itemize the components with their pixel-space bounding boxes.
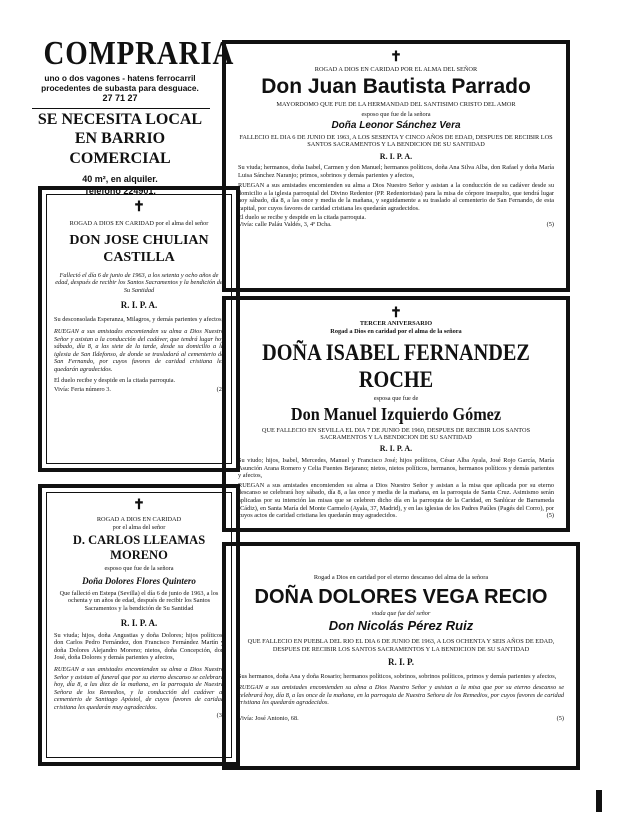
roche-name: DOÑA ISABEL FERNANDEZ ROCHE — [262, 340, 530, 393]
lleamas-ruegan: RUEGAN a sus amistades encomienden su alma a Dios Nuestro Señor y asistan al funeral que por su eterno descanso se celebrará hoy, día 8, a las diez de la mañana, en la parroquia de Nuestra Señora de los Remedios, y la conducción del cadáver al cementerio de Santiago Apóstol, de cuyos favores de caridad cristiana les quedarán muy agradecidos. — [54, 665, 224, 711]
parrado-wife: Doña Leonor Sánchez Vera — [331, 119, 461, 131]
roche-esposa: esposa que fue de — [373, 395, 419, 403]
lleamas-family: Su viuda; hijos, doña Angustias y doña Dolores; hijos políticos, don Carlos Pedro Fernández, don Francisco Fernández Martín y doña Dolores Alejandro Moreno; nietos, doña Concepción, don José, doña Dolores y demás parientes y afectos, — [54, 631, 224, 662]
obituary-chulian — [38, 186, 240, 472]
cross-icon: ✝ — [390, 49, 402, 65]
parrado-name: Don Juan Bautista Parrado — [261, 74, 531, 98]
vega-family: Sus hermanos, doña Ana y doña Rosario; hermanos políticos, sobrinos, sobrinos políticos, primos y demás parientes y afectos, — [238, 673, 557, 681]
page-edge-mark — [596, 790, 602, 812]
ad-compraria-title: COMPRARIA — [43, 35, 235, 72]
roche-ref: (5) — [546, 511, 554, 519]
ad-local-phone: Teléfono 224901. — [84, 186, 156, 196]
chulian-ruegan: RUEGAN a sus amistades encomienden su alma a Dios Nuestro Señor y asistan a la conducción del cadáver, que tendrá lugar hoy sábado, día 8, a las siete de la tarde, desde su domicilio a la iglesia de San Ildefonso, de donde se trasladará al cementerio de San Fernando, por cuyos favores de caridad cristiana les quedarán agradecidos. — [54, 327, 224, 373]
obituary-parrado — [222, 40, 570, 292]
cross-icon: ✝ — [133, 497, 145, 513]
ad-compraria-phone: 27 71 27 — [102, 93, 138, 103]
ad-divider — [32, 108, 210, 109]
chulian-name: DON JOSE CHULIAN CASTILLA — [69, 232, 209, 265]
parrado-title: MAYORDOMO QUE FUE DE LA HERMANDAD DEL SANTISIMO CRISTO DEL AMOR — [276, 100, 516, 108]
ad-local-line3: 40 m², en alquiler. — [82, 174, 158, 184]
lleamas-pray2: por el alma del señor — [112, 523, 166, 531]
roche-rip: R. I. P. A. — [379, 443, 413, 453]
ad-local — [30, 110, 210, 197]
parrado-esposo: esposo que fue de la señora — [361, 111, 431, 119]
parrado-duelo: El duelo se recibe y despide en la citada parroquia. — [238, 213, 366, 221]
parrado-address: Vivía: calle Paláu Valdés, 3, 4º Dcha. — [238, 221, 332, 229]
chulian-family: Su desconsolada Esperanza, Milagros, y demás parientes y afectos, — [54, 316, 224, 324]
lleamas-ref: (3) — [216, 711, 224, 719]
parrado-rip: R. I. P. A. — [379, 151, 413, 161]
vega-ruegan: RUEGAN a sus amistades encomienden su alma a Dios Nuestro Señor y asistan a la misa que por su eterno descanso se celebrará hoy, día 8, a las once de la mañana, en la parroquia de Nuestra Señora de los Remedios, por cuyos favores de caridad cristiana les quedarán agradecidos. — [238, 683, 564, 707]
obituary-roche — [222, 296, 570, 532]
vega-address: Vivía: José Antonio, 68. — [238, 714, 299, 722]
vega-pray: Rogad a Dios en caridad por el eterno descanso del alma de la señora — [313, 574, 489, 581]
parrado-death: FALLECIO EL DIA 6 DE JUNIO DE 1963, A LOS SESENTA Y CINCO AÑOS DE EDAD, DESPUES DE RECIBIR LOS SANTOS SACRAMENTOS Y LA BENDICION DE SU SANTIDAD — [239, 133, 553, 149]
parrado-family: Su viuda; hermanos, doña Isabel, Carmen y don Manuel; hermanos políticos, doña Ana Silva Alba, don Rafael y doña María Luisa Sánchez Naranjo; primos, sobrinos y demás parientes y afectos, — [238, 163, 554, 179]
chulian-address: Vivía: Feria número 3. — [54, 386, 111, 394]
vega-rip: R. I. P. — [388, 657, 414, 668]
obituary-vega — [222, 542, 580, 770]
parrado-ref: (5) — [546, 221, 554, 229]
ad-local-line1: SE NECESITA LOCAL — [37, 111, 203, 128]
roche-heading: TERCER ANIVERSARIO — [359, 320, 433, 327]
roche-death: QUE FALLECIO EN SEVILLA EL DIA 7 DE JUNIO DE 1960, DESPUES DE RECIBIR LOS SANTOS SACRAMENTOS Y LA BENDICION DE SU SANTIDAD — [261, 426, 531, 442]
vega-death: QUE FALLECIO EN PUEBLA DEL RIO EL DIA 6 DE JUNIO DE 1963, A LOS OCHENTA Y SEIS AÑOS DE EDAD, DESPUES DE RECIBIR LOS SANTOS SACRAMENTOS Y LA BENDICION DE SU SANTIDAD — [247, 638, 555, 653]
chulian-duelo: El duelo recibe y despide en la citada parroquia. — [54, 376, 176, 384]
roche-family: Su viudo; hijos, Isabel, Mercedes, Manuel y Francisco José; hijos políticos, César Alba Ayala, José Rojo García, María Asunción Arana Romero y Celia Fuentes Bejarano; nietos, nietos políticos, hermanos, hermanos políticos y demás parientes y afectos, — [238, 456, 554, 480]
roche-ruegan: RUEGAN a sus amistades encomienden su alma a Dios Nuestro Señor y asistan a la misa que aplicada por su eterno descanso se celebrará hoy sábado, día 8, a las once y media de la mañana, en la parroquia de Santa Cruz. Asimismo serán aplicadas por su intención las misas que se celebren dicho día en la parroquia de la Caridad, en Sanlúcar de Barrameda (Cádiz), en Santa María del Monte Carmelo (Ayala, 37, Madrid), y en las iglesias de los Padres Paúles (Pagés del Corro), por cuyos actos de caridad cristiana les quedarán muy agradecidos. — [238, 481, 554, 520]
lleamas-esposo: esposo que fue de la señora — [104, 565, 174, 573]
lleamas-death: Que falleció en Estepa (Sevilla) el día 6 de junio de 1963, a los ochenta y un años de edad, después de recibir los Santos Sacramentos y la bendición de Su Santidad — [59, 589, 219, 612]
vega-viuda: viuda que fue del señor — [371, 609, 431, 617]
ad-local-line2: EN BARRIO COMERCIAL — [69, 130, 171, 167]
cross-icon: ✝ — [133, 199, 145, 215]
ad-compraria — [30, 35, 235, 104]
lleamas-name: D. CARLOS LLEAMAS MORENO — [72, 533, 206, 563]
chulian-pray: ROGAD A DIOS EN CARIDAD por el alma del señor — [69, 220, 209, 227]
parrado-ruegan: RUEGAN a sus amistades encomienden su alma a Dios Nuestro Señor y asistan a la conducción de su cadáver desde su domicilio a la iglesia parroquial del Divino Redentor (PP. Redentoristas) para la misa de córpore insepulto, que tendrá lugar hoy sábado, día 8, a las once y media de la mañana, y seguidamente a su traslado al cementerio de San Fernando, de esta capital, por cuyos favores de caridad cristiana les quedarán agradecidos. — [238, 182, 554, 212]
lleamas-rip: R. I. P. A. — [120, 617, 158, 628]
parrado-pray: ROGAD A DIOS EN CARIDAD POR EL ALMA DEL SEÑOR — [314, 66, 478, 73]
vega-husband: Don Nicolás Pérez Ruiz — [328, 618, 474, 634]
lleamas-pray1: ROGAD A DIOS EN CARIDAD — [96, 516, 182, 523]
chulian-death: Falleció el día 6 de junio de 1963, a los setenta y ocho años de edad, después de recibir los Santos Sacramentos y la bendición de Su Santidad — [55, 271, 223, 294]
chulian-rip: R. I. P. A. — [120, 300, 158, 311]
chulian-ref: (2) — [216, 386, 224, 394]
lleamas-wife: Doña Dolores Flores Quintero — [82, 575, 196, 586]
vega-ref: (5) — [556, 714, 564, 722]
roche-husband: Don Manuel Izquierdo Gómez — [290, 403, 502, 424]
obituary-lleamas — [38, 484, 240, 766]
vega-name: DOÑA DOLORES VEGA RECIO — [254, 585, 548, 608]
ad-compraria-text: uno o dos vagones - hatens ferrocarril procedentes de subasta para desguace. — [41, 73, 199, 93]
roche-pray: Rogad a Dios en caridad por el alma de la señora — [330, 327, 462, 335]
cross-icon: ✝ — [390, 305, 402, 321]
